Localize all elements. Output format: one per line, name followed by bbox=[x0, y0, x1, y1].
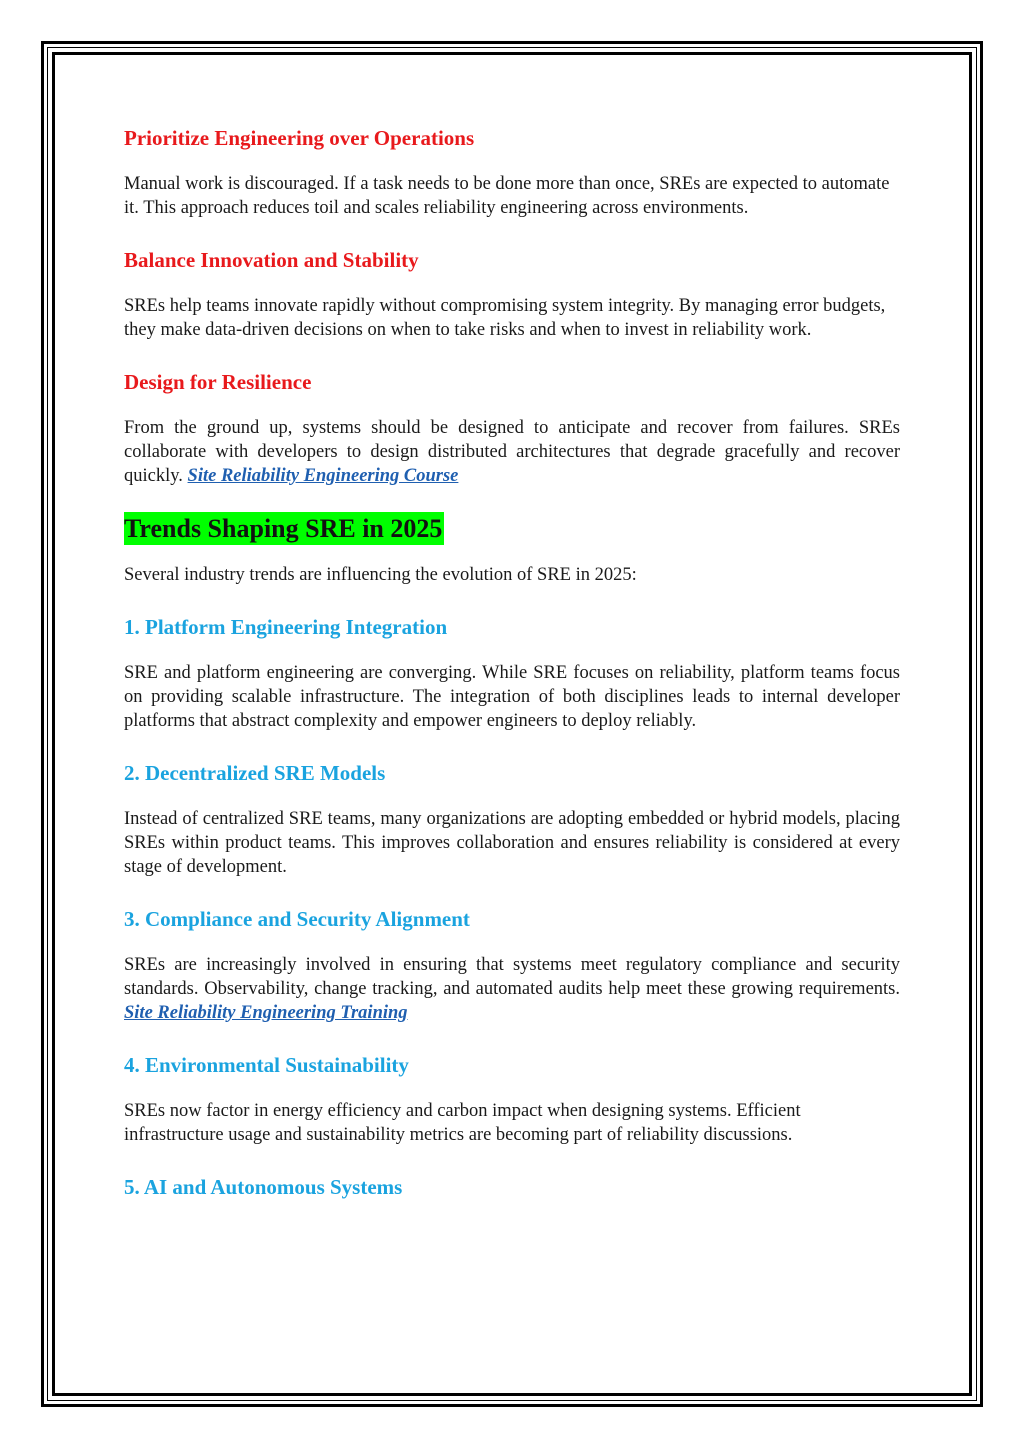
heading-balance-innovation: Balance Innovation and Stability bbox=[124, 248, 419, 272]
heading-trend-1: 1. Platform Engineering Integration bbox=[124, 615, 448, 639]
paragraph-balance-innovation: SREs help teams innovate rapidly without compromising system integrity. By managing error budgets, they make data-driven decisions on when to take risks and when to invest in reliability work. bbox=[124, 296, 886, 340]
paragraph-trend-3 bbox=[124, 953, 900, 1025]
heading-trend-4: 4. Environmental Sustainability bbox=[124, 1053, 409, 1077]
heading-design-resilience: Design for Resilience bbox=[124, 370, 312, 394]
paragraph-design-resilience-text: From the ground up, systems should be designed to anticipate and recover from failures. SREs collaborate with developers to design distributed architectures that degrade gracefully and recover quickly. bbox=[124, 418, 900, 486]
paragraph-trend-1: SRE and platform engineering are converging. While SRE focuses on reliability, platform teams focus on providing scalable infrastructure. The integration of both disciplines leads to internal developer platforms that abstract complexity and empower engineers to deploy reliably. bbox=[124, 663, 900, 731]
paragraph-prioritize-engineering: Manual work is discouraged. If a task needs to be done more than once, SREs are expected to automate it. This approach reduces toil and scales reliability engineering across environments. bbox=[124, 174, 890, 218]
paragraph-trends-intro: Several industry trends are influencing the evolution of SRE in 2025: bbox=[124, 565, 637, 585]
link-sre-training[interactable]: Site Reliability Engineering Training bbox=[124, 1003, 408, 1023]
paragraph-trend-2: Instead of centralized SRE teams, many organizations are adopting embedded or hybrid models, placing SREs within product teams. This improves collaboration and ensures reliability is considered at every stage of development. bbox=[124, 809, 900, 877]
heading-trend-3: 3. Compliance and Security Alignment bbox=[124, 907, 470, 931]
paragraph-trend-3-text: SREs are increasingly involved in ensuring that systems meet regulatory compliance and security standards. Observability, change tracking, and automated audits help meet these growing requirements. bbox=[124, 955, 900, 999]
heading-prioritize-engineering: Prioritize Engineering over Operations bbox=[124, 126, 475, 150]
paragraph-design-resilience bbox=[124, 416, 900, 488]
link-sre-course[interactable]: Site Reliability Engineering Course bbox=[187, 466, 459, 486]
heading-trend-2: 2. Decentralized SRE Models bbox=[124, 761, 386, 785]
paragraph-trend-4: SREs now factor in energy efficiency and carbon impact when designing systems. Efficient infrastructure usage and sustainability metrics are becoming part of reliability discussions. bbox=[124, 1101, 801, 1145]
document-content bbox=[124, 124, 900, 1201]
heading-trend-5: 5. AI and Autonomous Systems bbox=[124, 1175, 403, 1199]
heading-trends-2025: Trends Shaping SRE in 2025 bbox=[124, 514, 443, 543]
